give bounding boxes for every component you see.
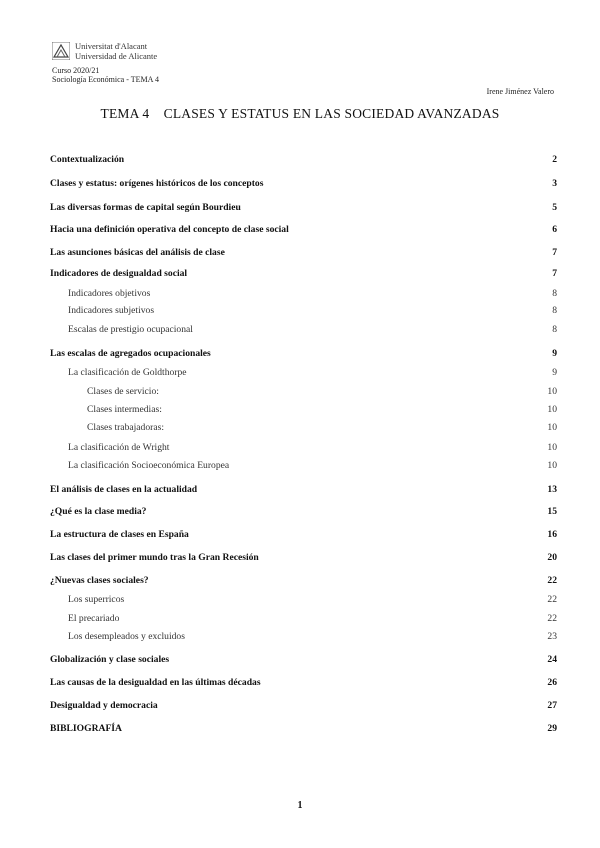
- toc-entry-page: 15: [547, 506, 557, 517]
- toc-entry-title: Indicadores de desigualdad social: [50, 268, 188, 279]
- toc-entry-page: 8: [552, 288, 557, 299]
- toc-entry[interactable]: [50, 177, 557, 191]
- toc-entry-title: Clases de servicio:: [87, 386, 159, 397]
- toc-entry[interactable]: [50, 385, 557, 399]
- toc-entry-page: 13: [547, 484, 557, 495]
- toc-entry-title: Las causas de la desigualdad en las últimas décadas: [50, 677, 261, 688]
- toc-entry-page: 2: [552, 154, 557, 165]
- toc-entry-page: 23: [547, 631, 557, 642]
- course-subject: Sociología Económica - TEMA 4: [52, 75, 159, 84]
- toc-entry[interactable]: [50, 201, 557, 215]
- toc-entry-page: 8: [552, 305, 557, 316]
- toc-entry-page: 26: [547, 677, 557, 688]
- university-logo: [52, 40, 162, 64]
- toc-entry-title: Las escalas de agregados ocupacionales: [50, 348, 211, 359]
- toc-entry[interactable]: [50, 593, 557, 607]
- toc-entry-page: 27: [547, 700, 557, 711]
- toc-entry[interactable]: [50, 246, 557, 260]
- toc-entry-page: 16: [547, 529, 557, 540]
- toc-entry[interactable]: [50, 366, 557, 380]
- toc-entry-page: 9: [552, 367, 557, 378]
- toc-entry-page: 9: [552, 348, 557, 359]
- logo-line-2: Universidad de Alicante: [75, 51, 158, 61]
- toc-entry-title: La clasificación de Goldthorpe: [68, 367, 187, 378]
- toc-entry[interactable]: [50, 612, 557, 626]
- toc-entry-page: 7: [552, 268, 557, 279]
- toc-entry-title: El precariado: [68, 613, 120, 624]
- toc-entry-page: 6: [552, 224, 557, 235]
- toc-entry-title: Las asunciones básicas del análisis de clase: [50, 247, 225, 258]
- toc-entry-page: 3: [552, 178, 557, 189]
- toc-entry-title: Clases intermedias:: [87, 404, 162, 415]
- toc-entry[interactable]: [50, 403, 557, 417]
- toc-entry-page: 20: [547, 552, 557, 563]
- toc-entry-title: ¿Qué es la clase media?: [50, 506, 147, 517]
- toc-entry-page: 7: [552, 247, 557, 258]
- course-meta: [52, 66, 159, 84]
- toc-entry-title: Las diversas formas de capital según Bourdieu: [50, 202, 241, 213]
- toc-entry-page: 10: [547, 460, 557, 471]
- toc-entry-title: La clasificación Socioeconómica Europea: [68, 460, 230, 471]
- toc-entry-title: Clases trabajadoras:: [87, 422, 164, 433]
- toc-entry[interactable]: [50, 653, 557, 667]
- logo-line-1: Universitat d'Alacant: [75, 41, 148, 51]
- toc-entry-page: 5: [552, 202, 557, 213]
- toc-entry-page: 8: [552, 324, 557, 335]
- toc-entry-title: Desigualdad y democracia: [50, 700, 158, 711]
- toc-entry[interactable]: [50, 153, 557, 167]
- toc-entry[interactable]: [50, 505, 557, 519]
- toc-entry-title: Contextualización: [50, 154, 125, 165]
- toc-entry-title: BIBLIOGRAFÍA: [50, 723, 122, 734]
- toc-entry-page: 22: [547, 613, 557, 624]
- toc-entry-title: Globalización y clase sociales: [50, 654, 170, 665]
- toc-entry-title: Escalas de prestigio ocupacional: [68, 324, 193, 335]
- toc-entry[interactable]: [50, 551, 557, 565]
- toc-entry[interactable]: [50, 421, 557, 435]
- toc-entry[interactable]: [50, 483, 557, 497]
- toc-entry-title: La clasificación de Wright: [68, 442, 170, 453]
- toc-entry[interactable]: [50, 287, 557, 301]
- toc-entry[interactable]: [50, 528, 557, 542]
- toc-entry[interactable]: [50, 676, 557, 690]
- toc-entry-page: 29: [547, 723, 557, 734]
- toc-entry-title: Clases y estatus: orígenes históricos de los conceptos: [50, 178, 264, 189]
- toc-entry-title: El análisis de clases en la actualidad: [50, 484, 198, 495]
- toc-entry-title: Las clases del primer mundo tras la Gran Recesión: [50, 552, 259, 563]
- toc-entry[interactable]: [50, 722, 557, 736]
- toc-entry-page: 10: [547, 404, 557, 415]
- toc-entry-page: 10: [547, 422, 557, 433]
- toc-entry[interactable]: [50, 304, 557, 318]
- course-year: Curso 2020/21: [52, 66, 100, 75]
- toc-entry-title: La estructura de clases en España: [50, 529, 189, 540]
- toc-entry-page: 24: [547, 654, 557, 665]
- page-number: 1: [297, 800, 303, 811]
- toc-entry[interactable]: [50, 267, 557, 281]
- toc-entry-page: 22: [547, 575, 557, 586]
- toc-entry[interactable]: [50, 323, 557, 337]
- toc-entry-title: Indicadores objetivos: [68, 288, 151, 299]
- university-logo-icon: [52, 42, 70, 60]
- toc-entry[interactable]: [50, 223, 557, 237]
- toc-entry[interactable]: [50, 459, 557, 473]
- toc-entry-title: Hacia una definición operativa del concepto de clase social: [50, 224, 289, 235]
- toc-entry-title: Los desempleados y excluidos: [68, 631, 185, 642]
- toc-entry-title: ¿Nuevas clases sociales?: [50, 575, 149, 586]
- toc-entry-page: 10: [547, 386, 557, 397]
- logo-text: [75, 41, 157, 61]
- document-title: TEMA 4 CLASES Y ESTATUS EN LAS SOCIEDAD AVANZADAS: [100, 106, 500, 121]
- toc-entry[interactable]: [50, 347, 557, 361]
- toc-entry-title: Los superricos: [68, 594, 125, 605]
- toc-entry-title: Indicadores subjetivos: [68, 305, 155, 316]
- toc-entry[interactable]: [50, 699, 557, 713]
- author-name: Irene Jiménez Valero: [486, 87, 554, 96]
- toc-entry[interactable]: [50, 441, 557, 455]
- toc-entry-page: 22: [547, 594, 557, 605]
- toc-entry-page: 10: [547, 442, 557, 453]
- toc-entry[interactable]: [50, 630, 557, 644]
- toc-entry[interactable]: [50, 574, 557, 588]
